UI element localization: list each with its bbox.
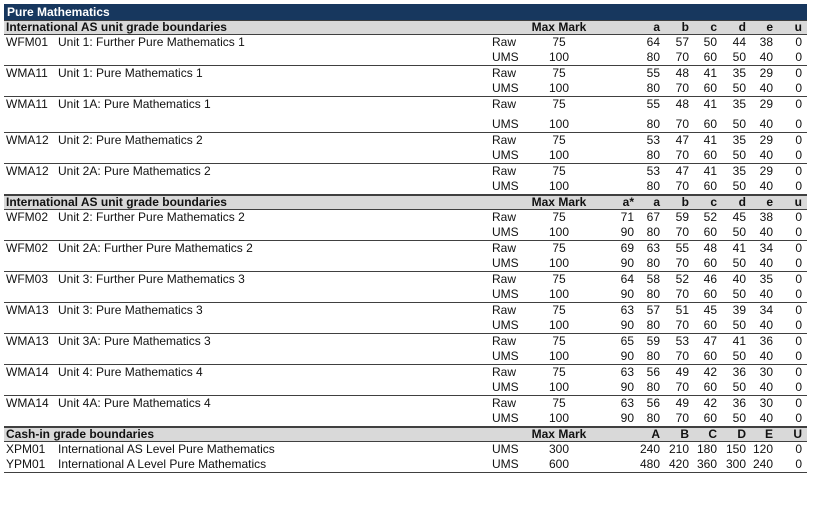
- ums-max-mark: 100: [548, 411, 570, 425]
- raw-boundary: 35: [732, 66, 746, 80]
- ums-boundary: 0: [795, 318, 802, 332]
- unit-name: Unit 2A: Further Pure Mathematics 2: [58, 241, 253, 255]
- grade-header-c: c: [710, 20, 717, 34]
- ums-boundary: 50: [732, 117, 746, 131]
- raw-label: Raw: [492, 303, 517, 317]
- grade-header-a: a: [653, 20, 660, 34]
- qualification-code: XPM01: [6, 442, 46, 456]
- ums-max-mark: 100: [548, 380, 570, 394]
- unit-name: Unit 3: Pure Mathematics 3: [58, 303, 203, 317]
- ums-boundary: 60: [703, 380, 717, 394]
- ums-boundary: 50: [732, 225, 746, 239]
- ums-boundary: 80: [646, 287, 660, 301]
- grade-header-e: e: [766, 20, 773, 34]
- unit-block: [4, 241, 807, 272]
- unit-block: [4, 303, 807, 334]
- raw-max-mark: 75: [552, 396, 566, 410]
- ums-boundary: 40: [759, 411, 773, 425]
- tables: [4, 20, 807, 472]
- raw-label: Raw: [492, 164, 517, 178]
- unit-code: WMA12: [6, 133, 49, 147]
- section-1-header: [4, 195, 807, 210]
- raw-boundary: 29: [759, 133, 773, 147]
- ums-label: UMS: [492, 380, 519, 394]
- raw-boundary: 0: [795, 396, 802, 410]
- raw-label: Raw: [492, 133, 517, 147]
- ums-boundary: 50: [732, 318, 746, 332]
- raw-boundary: 41: [732, 334, 746, 348]
- ums-boundary: 80: [646, 380, 660, 394]
- ums-boundary: 70: [675, 50, 689, 64]
- raw-boundary: 47: [675, 133, 689, 147]
- ums-boundary: 80: [646, 349, 660, 363]
- ums-label: UMS: [492, 117, 519, 131]
- raw-boundary: 44: [732, 35, 746, 49]
- ums-boundary: 60: [703, 256, 717, 270]
- section-heading: International AS unit grade boundaries: [6, 20, 227, 34]
- cashin-boundary: 120: [752, 442, 773, 456]
- raw-boundary: 36: [732, 396, 746, 410]
- grade-header-A: A: [651, 427, 660, 441]
- raw-boundary: 35: [732, 133, 746, 147]
- ums-max-mark: 100: [548, 287, 570, 301]
- ums-boundary: 70: [675, 318, 689, 332]
- ums-boundary: 60: [703, 179, 717, 193]
- ums-boundary: 0: [795, 117, 802, 131]
- cashin-boundary: 0: [795, 442, 802, 456]
- raw-max-mark: 75: [552, 365, 566, 379]
- raw-boundary: 0: [795, 241, 802, 255]
- grade-header-e: e: [766, 195, 773, 209]
- ums-boundary: 40: [759, 117, 773, 131]
- grade-header-b: b: [681, 195, 689, 209]
- raw-max-mark: 75: [552, 241, 566, 255]
- qualification-name: International A Level Pure Mathematics: [58, 457, 267, 471]
- section-0-header: [4, 20, 807, 35]
- grade-header-B: B: [680, 427, 689, 441]
- ums-max-mark: 100: [548, 318, 570, 332]
- raw-boundary: 65: [620, 334, 634, 348]
- grade-header-d: d: [738, 20, 746, 34]
- ums-boundary: 80: [646, 225, 660, 239]
- ums-boundary: 0: [795, 287, 802, 301]
- ums-max-mark: 100: [548, 179, 570, 193]
- unit-code: WMA13: [6, 334, 49, 348]
- cashin-boundary: 300: [725, 457, 746, 471]
- ums-boundary: 40: [759, 148, 773, 162]
- raw-label: Raw: [492, 66, 517, 80]
- ums-label: UMS: [492, 50, 519, 64]
- raw-label: Raw: [492, 97, 517, 111]
- ums-boundary: 40: [759, 287, 773, 301]
- ums-boundary: 40: [759, 179, 773, 193]
- grade-header-U: U: [793, 427, 802, 441]
- ums-label: UMS: [492, 318, 519, 332]
- raw-max-mark: 75: [552, 164, 566, 178]
- ums-boundary: 40: [759, 349, 773, 363]
- ums-label: UMS: [492, 457, 519, 471]
- raw-boundary: 0: [795, 66, 802, 80]
- raw-boundary: 52: [675, 272, 689, 286]
- ums-label: UMS: [492, 256, 519, 270]
- ums-label: UMS: [492, 148, 519, 162]
- ums-boundary: 90: [620, 318, 634, 332]
- ums-boundary: 50: [732, 380, 746, 394]
- grade-header-b: b: [681, 20, 689, 34]
- ums-boundary: 90: [620, 287, 634, 301]
- ums-label: UMS: [492, 179, 519, 193]
- ums-boundary: 70: [675, 117, 689, 131]
- max-mark-header: Max Mark: [531, 20, 587, 34]
- ums-boundary: 0: [795, 256, 802, 270]
- ums-boundary: 50: [732, 256, 746, 270]
- raw-boundary: 41: [703, 164, 717, 178]
- raw-max-mark: 75: [552, 334, 566, 348]
- grade-header-c: c: [710, 195, 717, 209]
- raw-boundary: 50: [703, 35, 717, 49]
- unit-block: [4, 133, 807, 164]
- ums-boundary: 60: [703, 81, 717, 95]
- ums-label: UMS: [492, 287, 519, 301]
- raw-boundary: 45: [703, 303, 717, 317]
- raw-boundary: 41: [703, 97, 717, 111]
- unit-name: Unit 3: Further Pure Mathematics 3: [58, 272, 245, 286]
- raw-max-mark: 75: [552, 35, 566, 49]
- unit-name: Unit 3A: Pure Mathematics 3: [58, 334, 211, 348]
- unit-name: Unit 2: Further Pure Mathematics 2: [58, 210, 245, 224]
- ums-boundary: 60: [703, 225, 717, 239]
- ums-boundary: 90: [620, 380, 634, 394]
- cashin-boundary: 420: [668, 457, 689, 471]
- page-title: Pure Mathematics: [4, 4, 807, 20]
- raw-boundary: 64: [646, 35, 660, 49]
- raw-boundary: 55: [646, 97, 660, 111]
- ums-boundary: 70: [675, 81, 689, 95]
- raw-boundary: 42: [703, 365, 717, 379]
- unit-name: Unit 2: Pure Mathematics 2: [58, 133, 203, 147]
- raw-boundary: 36: [732, 365, 746, 379]
- ums-boundary: 70: [675, 179, 689, 193]
- ums-boundary: 70: [675, 380, 689, 394]
- raw-max-mark: 75: [552, 66, 566, 80]
- cashin-row: [4, 442, 807, 457]
- ums-boundary: 0: [795, 349, 802, 363]
- raw-boundary: 45: [732, 210, 746, 224]
- unit-block: [4, 66, 807, 97]
- unit-code: WMA13: [6, 303, 49, 317]
- raw-boundary: 58: [646, 272, 660, 286]
- raw-boundary: 41: [732, 241, 746, 255]
- unit-code: WFM02: [6, 210, 48, 224]
- grade-header-u: u: [794, 20, 802, 34]
- raw-boundary: 0: [795, 365, 802, 379]
- unit-name: Unit 1: Pure Mathematics 1: [58, 66, 203, 80]
- cashin-boundary: 240: [639, 442, 660, 456]
- ums-boundary: 70: [675, 287, 689, 301]
- cashin-header: [4, 427, 807, 442]
- raw-boundary: 35: [759, 272, 773, 286]
- ums-boundary: 70: [675, 411, 689, 425]
- ums-boundary: 60: [703, 349, 717, 363]
- ums-boundary: 50: [732, 411, 746, 425]
- ums-boundary: 0: [795, 179, 802, 193]
- ums-boundary: 50: [732, 50, 746, 64]
- raw-boundary: 71: [620, 210, 634, 224]
- raw-boundary: 0: [795, 164, 802, 178]
- ums-boundary: 0: [795, 148, 802, 162]
- ums-boundary: 40: [759, 318, 773, 332]
- unit-name: Unit 1A: Pure Mathematics 1: [58, 97, 211, 111]
- cashin-boundary: 210: [668, 442, 689, 456]
- raw-boundary: 63: [620, 365, 634, 379]
- unit-name: Unit 4A: Pure Mathematics 4: [58, 396, 211, 410]
- unit-block: [4, 35, 807, 66]
- raw-boundary: 47: [675, 164, 689, 178]
- cashin-row: [4, 457, 807, 472]
- ums-max-mark: 100: [548, 81, 570, 95]
- ums-max-mark: 100: [548, 117, 570, 131]
- raw-label: Raw: [492, 334, 517, 348]
- ums-boundary: 60: [703, 287, 717, 301]
- ums-boundary: 70: [675, 225, 689, 239]
- ums-boundary: 60: [703, 148, 717, 162]
- raw-boundary: 48: [675, 66, 689, 80]
- raw-boundary: 0: [795, 35, 802, 49]
- unit-block: [4, 396, 807, 427]
- raw-boundary: 36: [759, 334, 773, 348]
- raw-boundary: 40: [732, 272, 746, 286]
- ums-label: UMS: [492, 442, 519, 456]
- ums-boundary: 60: [703, 318, 717, 332]
- raw-label: Raw: [492, 365, 517, 379]
- ums-boundary: 90: [620, 411, 634, 425]
- unit-code: WMA12: [6, 164, 49, 178]
- ums-boundary: 80: [646, 318, 660, 332]
- ums-boundary: 60: [703, 50, 717, 64]
- raw-boundary: 29: [759, 66, 773, 80]
- raw-boundary: 0: [795, 210, 802, 224]
- ums-boundary: 80: [646, 179, 660, 193]
- raw-boundary: 63: [620, 396, 634, 410]
- raw-boundary: 39: [732, 303, 746, 317]
- ums-label: UMS: [492, 81, 519, 95]
- ums-boundary: 80: [646, 256, 660, 270]
- raw-boundary: 56: [646, 396, 660, 410]
- raw-label: Raw: [492, 272, 517, 286]
- cashin-boundary: 240: [752, 457, 773, 471]
- ums-boundary: 0: [795, 411, 802, 425]
- ums-boundary: 0: [795, 81, 802, 95]
- raw-boundary: 42: [703, 396, 717, 410]
- raw-label: Raw: [492, 396, 517, 410]
- grade-header-d: d: [738, 195, 746, 209]
- ums-max-mark: 100: [548, 225, 570, 239]
- raw-boundary: 63: [646, 241, 660, 255]
- grade-header-D: D: [737, 427, 746, 441]
- unit-code: WFM02: [6, 241, 48, 255]
- grade-header-u: u: [794, 195, 802, 209]
- raw-boundary: 51: [675, 303, 689, 317]
- ums-max-mark: 100: [548, 349, 570, 363]
- ums-label: UMS: [492, 349, 519, 363]
- unit-block: [4, 334, 807, 365]
- raw-boundary: 52: [703, 210, 717, 224]
- raw-boundary: 0: [795, 334, 802, 348]
- grade-boundaries-sheet: [4, 4, 807, 472]
- raw-boundary: 0: [795, 272, 802, 286]
- unit-name: Unit 4: Pure Mathematics 4: [58, 365, 203, 379]
- raw-boundary: 53: [675, 334, 689, 348]
- unit-code: WMA14: [6, 396, 49, 410]
- unit-code: WFM01: [6, 35, 48, 49]
- raw-boundary: 0: [795, 133, 802, 147]
- raw-boundary: 0: [795, 97, 802, 111]
- raw-boundary: 38: [759, 35, 773, 49]
- raw-label: Raw: [492, 241, 517, 255]
- ums-boundary: 0: [795, 225, 802, 239]
- ums-boundary: 90: [620, 349, 634, 363]
- cashin-boundary: 360: [696, 457, 717, 471]
- raw-boundary: 53: [646, 133, 660, 147]
- grade-header-a*: a*: [622, 195, 634, 209]
- ums-boundary: 40: [759, 81, 773, 95]
- unit-code: WFM03: [6, 272, 48, 286]
- raw-boundary: 46: [703, 272, 717, 286]
- ums-boundary: 60: [703, 117, 717, 131]
- raw-boundary: 34: [759, 241, 773, 255]
- raw-boundary: 57: [646, 303, 660, 317]
- raw-boundary: 49: [675, 396, 689, 410]
- raw-boundary: 34: [759, 303, 773, 317]
- raw-boundary: 53: [646, 164, 660, 178]
- ums-boundary: 60: [703, 411, 717, 425]
- raw-label: Raw: [492, 35, 517, 49]
- raw-boundary: 29: [759, 97, 773, 111]
- raw-boundary: 35: [732, 97, 746, 111]
- ums-boundary: 40: [759, 380, 773, 394]
- raw-boundary: 69: [620, 241, 634, 255]
- max-mark: 600: [548, 457, 570, 471]
- raw-boundary: 59: [646, 334, 660, 348]
- ums-label: UMS: [492, 411, 519, 425]
- raw-boundary: 63: [620, 303, 634, 317]
- grade-header-E: E: [764, 427, 773, 441]
- ums-boundary: 50: [732, 81, 746, 95]
- raw-boundary: 55: [675, 241, 689, 255]
- unit-block: [4, 164, 807, 195]
- raw-boundary: 48: [703, 241, 717, 255]
- raw-boundary: 35: [732, 164, 746, 178]
- ums-boundary: 70: [675, 256, 689, 270]
- ums-boundary: 90: [620, 256, 634, 270]
- max-mark-header: Max Mark: [531, 195, 587, 209]
- raw-boundary: 56: [646, 365, 660, 379]
- raw-max-mark: 75: [552, 272, 566, 286]
- section-heading: Cash-in grade boundaries: [6, 427, 155, 441]
- ums-boundary: 40: [759, 225, 773, 239]
- max-mark: 300: [548, 442, 570, 456]
- raw-boundary: 48: [675, 97, 689, 111]
- ums-boundary: 80: [646, 411, 660, 425]
- raw-boundary: 49: [675, 365, 689, 379]
- raw-max-mark: 75: [552, 210, 566, 224]
- raw-boundary: 0: [795, 303, 802, 317]
- unit-block: [4, 272, 807, 303]
- unit-code: WMA14: [6, 365, 49, 379]
- ums-boundary: 0: [795, 380, 802, 394]
- ums-boundary: 40: [759, 50, 773, 64]
- unit-block: [4, 365, 807, 396]
- ums-boundary: 90: [620, 225, 634, 239]
- cashin-boundary: 150: [725, 442, 746, 456]
- raw-boundary: 29: [759, 164, 773, 178]
- raw-boundary: 59: [675, 210, 689, 224]
- raw-boundary: 55: [646, 66, 660, 80]
- raw-boundary: 41: [703, 133, 717, 147]
- ums-boundary: 70: [675, 148, 689, 162]
- cashin-boundary: 180: [696, 442, 717, 456]
- raw-max-mark: 75: [552, 97, 566, 111]
- ums-boundary: 40: [759, 256, 773, 270]
- unit-code: WMA11: [6, 97, 48, 111]
- ums-boundary: 50: [732, 349, 746, 363]
- raw-label: Raw: [492, 210, 517, 224]
- unit-code: WMA11: [6, 66, 48, 80]
- ums-boundary: 80: [646, 148, 660, 162]
- cashin-boundary: 0: [795, 457, 802, 471]
- ums-boundary: 70: [675, 349, 689, 363]
- qualification-name: International AS Level Pure Mathematics: [58, 442, 275, 456]
- raw-max-mark: 75: [552, 133, 566, 147]
- qualification-code: YPM01: [6, 457, 46, 471]
- ums-boundary: 50: [732, 148, 746, 162]
- ums-boundary: 80: [646, 50, 660, 64]
- ums-boundary: 50: [732, 179, 746, 193]
- grade-header-a: a: [653, 195, 660, 209]
- raw-boundary: 67: [646, 210, 660, 224]
- raw-boundary: 47: [703, 334, 717, 348]
- unit-name: Unit 1: Further Pure Mathematics 1: [58, 35, 245, 49]
- unit-block: [4, 97, 807, 133]
- ums-label: UMS: [492, 225, 519, 239]
- unit-block: [4, 210, 807, 241]
- cashin-boundary: 480: [639, 457, 660, 471]
- max-mark-header: Max Mark: [531, 427, 587, 441]
- section-heading: International AS unit grade boundaries: [6, 195, 227, 209]
- ums-boundary: 0: [795, 50, 802, 64]
- raw-boundary: 41: [703, 66, 717, 80]
- grade-header-C: C: [708, 427, 717, 441]
- raw-boundary: 30: [759, 396, 773, 410]
- row-divider: [4, 472, 807, 473]
- unit-name: Unit 2A: Pure Mathematics 2: [58, 164, 211, 178]
- ums-boundary: 80: [646, 117, 660, 131]
- ums-max-mark: 100: [548, 148, 570, 162]
- raw-boundary: 30: [759, 365, 773, 379]
- ums-max-mark: 100: [548, 50, 570, 64]
- raw-boundary: 57: [675, 35, 689, 49]
- ums-boundary: 50: [732, 287, 746, 301]
- raw-max-mark: 75: [552, 303, 566, 317]
- ums-max-mark: 100: [548, 256, 570, 270]
- raw-boundary: 38: [759, 210, 773, 224]
- raw-boundary: 64: [620, 272, 634, 286]
- ums-boundary: 80: [646, 81, 660, 95]
